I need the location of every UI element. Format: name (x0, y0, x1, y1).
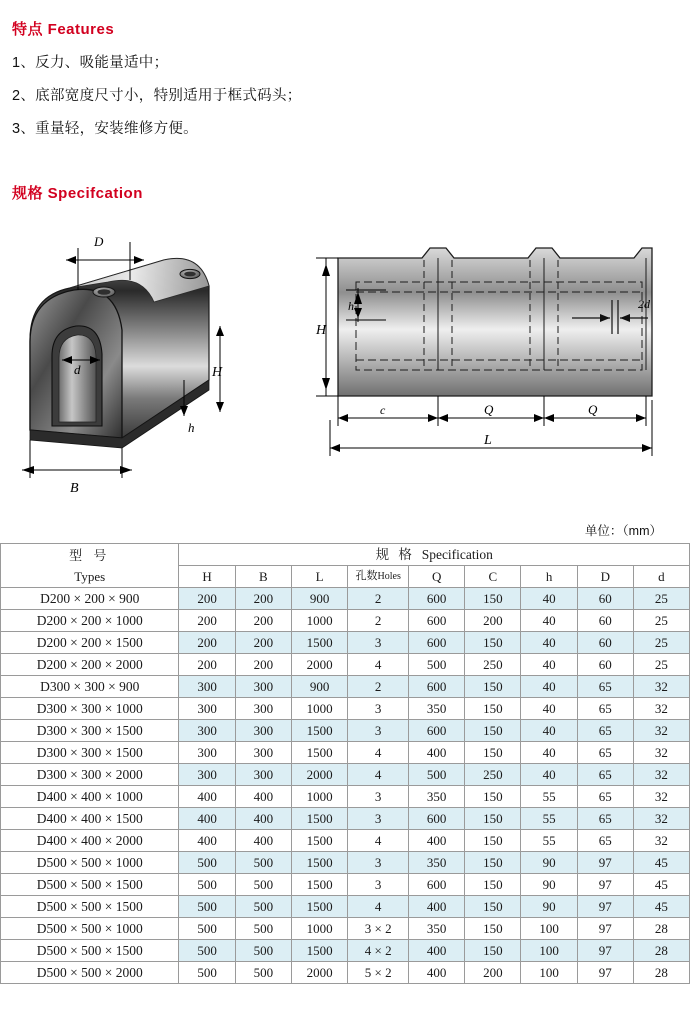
cell-type: D500 × 500 × 1500 (1, 896, 179, 918)
cell-H: 400 (179, 808, 235, 830)
unit-note: 单位：（mm） (584, 524, 662, 538)
cell-H: 500 (179, 896, 235, 918)
cell-holes: 4 (348, 830, 409, 852)
cell-d: 32 (633, 830, 689, 852)
cell-holes: 5 × 2 (348, 962, 409, 984)
cell-B: 300 (235, 764, 291, 786)
cell-D: 65 (577, 808, 633, 830)
cell-Q: 400 (409, 830, 465, 852)
header-holes-cn: 孔数 (355, 570, 378, 582)
cell-d: 25 (633, 588, 689, 610)
fender-perspective-drawing (4, 230, 324, 520)
cell-L: 1000 (291, 918, 347, 940)
cell-holes: 3 (348, 698, 409, 720)
cell-Q: 600 (409, 610, 465, 632)
table-row (1, 632, 690, 654)
cell-type: D200 × 200 × 2000 (1, 654, 179, 676)
table-row (1, 896, 690, 918)
feature-line: 3、重量轻，安装维修方便。 (12, 121, 198, 137)
cell-h: 40 (521, 654, 577, 676)
cell-B: 300 (235, 720, 291, 742)
cell-holes: 4 (348, 896, 409, 918)
cell-C: 150 (465, 698, 521, 720)
cell-H: 400 (179, 830, 235, 852)
cell-h: 40 (521, 698, 577, 720)
cell-d: 32 (633, 720, 689, 742)
cell-h: 90 (521, 874, 577, 896)
cell-C: 150 (465, 896, 521, 918)
cell-d: 32 (633, 676, 689, 698)
cell-C: 200 (465, 610, 521, 632)
header-col-Q: Q (409, 566, 465, 588)
cell-B: 500 (235, 918, 291, 940)
cell-D: 97 (577, 918, 633, 940)
cell-type: D500 × 500 × 2000 (1, 962, 179, 984)
cell-h: 40 (521, 742, 577, 764)
table-row (1, 742, 690, 764)
cell-Q: 600 (409, 588, 465, 610)
label-D: D (94, 234, 104, 249)
cell-holes: 3 (348, 852, 409, 874)
label-d: d (74, 362, 81, 377)
cell-Q: 500 (409, 764, 465, 786)
cell-D: 65 (577, 786, 633, 808)
cell-type: D200 × 200 × 1500 (1, 632, 179, 654)
cell-Q: 600 (409, 808, 465, 830)
cell-H: 200 (179, 654, 235, 676)
cell-type: D500 × 500 × 1000 (1, 918, 179, 940)
cell-Q: 350 (409, 698, 465, 720)
cell-D: 65 (577, 720, 633, 742)
cell-B: 400 (235, 786, 291, 808)
cell-h: 40 (521, 720, 577, 742)
cell-H: 300 (179, 676, 235, 698)
cell-L: 900 (291, 588, 347, 610)
header-col-D: D (577, 566, 633, 588)
cell-L: 2000 (291, 962, 347, 984)
cell-type: D400 × 400 × 1000 (1, 786, 179, 808)
cell-type: D500 × 500 × 1000 (1, 852, 179, 874)
cell-B: 400 (235, 808, 291, 830)
cell-holes: 4 (348, 742, 409, 764)
cell-C: 150 (465, 852, 521, 874)
features-title: 特点 Features (12, 21, 115, 38)
cell-H: 400 (179, 786, 235, 808)
cell-D: 60 (577, 588, 633, 610)
cell-h: 100 (521, 940, 577, 962)
cell-h: 40 (521, 632, 577, 654)
cell-C: 200 (465, 962, 521, 984)
cell-C: 150 (465, 874, 521, 896)
cell-d: 28 (633, 940, 689, 962)
table-row (1, 698, 690, 720)
feature-line: 2、底部宽度尺寸小，特别适用于框式码头； (12, 88, 302, 104)
cell-H: 500 (179, 962, 235, 984)
cell-d: 32 (633, 808, 689, 830)
cell-h: 55 (521, 808, 577, 830)
cell-B: 500 (235, 874, 291, 896)
header-spec-cn: 规 格 (375, 547, 415, 562)
cell-holes: 3 (348, 786, 409, 808)
cell-B: 200 (235, 632, 291, 654)
header-col-B: B (235, 566, 291, 588)
header-col-d: d (633, 566, 689, 588)
cell-type: D400 × 400 × 1500 (1, 808, 179, 830)
cell-B: 300 (235, 742, 291, 764)
cell-D: 65 (577, 830, 633, 852)
cell-D: 97 (577, 874, 633, 896)
cell-d: 45 (633, 852, 689, 874)
cell-Q: 400 (409, 940, 465, 962)
cell-B: 200 (235, 588, 291, 610)
cell-holes: 3 × 2 (348, 918, 409, 940)
header-spec-en: Specification (421, 547, 493, 562)
cell-type: D500 × 500 × 1500 (1, 874, 179, 896)
cell-h: 55 (521, 830, 577, 852)
table-row (1, 720, 690, 742)
cell-H: 500 (179, 852, 235, 874)
cell-C: 150 (465, 830, 521, 852)
table-row (1, 808, 690, 830)
table-row (1, 676, 690, 698)
header-holes-en: Holes (377, 571, 401, 582)
header-col-L: L (291, 566, 347, 588)
feature-line: 1、反力、吸能量适中； (12, 55, 169, 71)
cell-C: 150 (465, 720, 521, 742)
cell-Q: 600 (409, 720, 465, 742)
table-row (1, 852, 690, 874)
header-types-en: Types (74, 568, 106, 584)
cell-C: 250 (465, 764, 521, 786)
header-col-holes (348, 566, 409, 588)
cell-type: D400 × 400 × 2000 (1, 830, 179, 852)
cell-d: 32 (633, 764, 689, 786)
cell-Q: 600 (409, 874, 465, 896)
cell-C: 150 (465, 786, 521, 808)
cell-h: 40 (521, 764, 577, 786)
cell-H: 200 (179, 588, 235, 610)
cell-H: 300 (179, 720, 235, 742)
label-Q2: Q (588, 402, 598, 417)
cell-L: 1500 (291, 940, 347, 962)
label-L: L (484, 433, 492, 448)
cell-B: 300 (235, 698, 291, 720)
cell-h: 100 (521, 918, 577, 940)
cell-Q: 400 (409, 742, 465, 764)
features-section (12, 18, 302, 138)
cell-type: D200 × 200 × 1000 (1, 610, 179, 632)
header-col-C: C (465, 566, 521, 588)
cell-H: 500 (179, 940, 235, 962)
header-types-cn: 型 号 (69, 547, 111, 563)
cell-d: 32 (633, 698, 689, 720)
cell-C: 250 (465, 654, 521, 676)
table-row (1, 874, 690, 896)
cell-d: 25 (633, 610, 689, 632)
table-row (1, 962, 690, 984)
cell-L: 1500 (291, 720, 347, 742)
table-row (1, 654, 690, 676)
cell-d: 32 (633, 786, 689, 808)
cell-H: 300 (179, 764, 235, 786)
label-Q1: Q (484, 402, 494, 417)
cell-holes: 3 (348, 808, 409, 830)
cell-Q: 400 (409, 962, 465, 984)
cell-C: 150 (465, 808, 521, 830)
cell-h: 90 (521, 896, 577, 918)
cell-L: 1500 (291, 742, 347, 764)
label-c: c (380, 403, 386, 417)
label-h: h (188, 420, 195, 435)
cell-holes: 3 (348, 720, 409, 742)
cell-type: D300 × 300 × 1500 (1, 742, 179, 764)
cell-C: 150 (465, 742, 521, 764)
cell-B: 200 (235, 654, 291, 676)
cell-holes: 4 (348, 654, 409, 676)
cell-type: D500 × 500 × 1500 (1, 940, 179, 962)
cell-B: 500 (235, 962, 291, 984)
cell-L: 1500 (291, 632, 347, 654)
cell-Q: 500 (409, 654, 465, 676)
cell-B: 500 (235, 940, 291, 962)
header-col-H: H (179, 566, 235, 588)
cell-holes: 4 × 2 (348, 940, 409, 962)
cell-B: 500 (235, 896, 291, 918)
table-row (1, 610, 690, 632)
label-H: H (212, 365, 223, 380)
cell-holes: 3 (348, 632, 409, 654)
table-header-row-1 (1, 544, 690, 566)
cell-holes: 4 (348, 764, 409, 786)
cell-holes: 2 (348, 610, 409, 632)
cell-D: 65 (577, 742, 633, 764)
cell-L: 1000 (291, 698, 347, 720)
cell-L: 2000 (291, 654, 347, 676)
cell-h: 55 (521, 786, 577, 808)
cell-L: 900 (291, 676, 347, 698)
cell-C: 150 (465, 632, 521, 654)
cell-type: D300 × 300 × 2000 (1, 764, 179, 786)
cell-L: 1500 (291, 852, 347, 874)
cell-D: 65 (577, 764, 633, 786)
cell-H: 500 (179, 874, 235, 896)
cell-D: 97 (577, 962, 633, 984)
cell-H: 500 (179, 918, 235, 940)
cell-type: D300 × 300 × 900 (1, 676, 179, 698)
cell-L: 2000 (291, 764, 347, 786)
cell-L: 1500 (291, 874, 347, 896)
table-row (1, 940, 690, 962)
table-row (1, 830, 690, 852)
cell-Q: 350 (409, 786, 465, 808)
label-2d: 2d (638, 297, 650, 311)
cell-Q: 600 (409, 676, 465, 698)
cell-L: 1500 (291, 896, 347, 918)
specification-title: 规格 Specifcation (12, 185, 143, 202)
cell-D: 65 (577, 698, 633, 720)
cell-h: 90 (521, 852, 577, 874)
cell-holes: 2 (348, 588, 409, 610)
cell-C: 150 (465, 940, 521, 962)
cell-h: 40 (521, 588, 577, 610)
cell-H: 200 (179, 610, 235, 632)
cell-B: 300 (235, 676, 291, 698)
label-H2: H (316, 323, 327, 338)
technical-drawings (0, 230, 690, 520)
cell-Q: 350 (409, 852, 465, 874)
cell-H: 200 (179, 632, 235, 654)
cell-d: 25 (633, 654, 689, 676)
fender-elevation-drawing (312, 230, 672, 520)
cell-L: 1000 (291, 610, 347, 632)
cell-Q: 400 (409, 896, 465, 918)
cell-C: 150 (465, 676, 521, 698)
cell-L: 1000 (291, 786, 347, 808)
cell-C: 150 (465, 588, 521, 610)
cell-L: 1500 (291, 808, 347, 830)
label-h2: h (348, 299, 354, 313)
cell-D: 60 (577, 632, 633, 654)
cell-d: 32 (633, 742, 689, 764)
header-specification-group (179, 544, 690, 566)
header-col-h: h (521, 566, 577, 588)
cell-D: 97 (577, 852, 633, 874)
cell-B: 500 (235, 852, 291, 874)
cell-Q: 600 (409, 632, 465, 654)
table-row (1, 764, 690, 786)
cell-C: 150 (465, 918, 521, 940)
cell-h: 40 (521, 676, 577, 698)
cell-h: 100 (521, 962, 577, 984)
cell-D: 65 (577, 676, 633, 698)
cell-Q: 350 (409, 918, 465, 940)
label-B: B (70, 481, 79, 496)
cell-d: 45 (633, 896, 689, 918)
table-row (1, 588, 690, 610)
cell-H: 300 (179, 742, 235, 764)
cell-holes: 3 (348, 874, 409, 896)
cell-D: 60 (577, 610, 633, 632)
cell-type: D300 × 300 × 1500 (1, 720, 179, 742)
cell-h: 40 (521, 610, 577, 632)
table-row (1, 786, 690, 808)
cell-d: 28 (633, 918, 689, 940)
specification-table (0, 543, 690, 984)
cell-H: 300 (179, 698, 235, 720)
cell-d: 28 (633, 962, 689, 984)
cell-d: 45 (633, 874, 689, 896)
cell-D: 97 (577, 940, 633, 962)
cell-holes: 2 (348, 676, 409, 698)
cell-type: D200 × 200 × 900 (1, 588, 179, 610)
table-row (1, 918, 690, 940)
cell-d: 25 (633, 632, 689, 654)
cell-B: 200 (235, 610, 291, 632)
specification-table-body (1, 588, 690, 984)
cell-D: 60 (577, 654, 633, 676)
cell-D: 97 (577, 896, 633, 918)
header-types (1, 544, 179, 588)
cell-type: D300 × 300 × 1000 (1, 698, 179, 720)
cell-B: 400 (235, 830, 291, 852)
cell-L: 1500 (291, 830, 347, 852)
